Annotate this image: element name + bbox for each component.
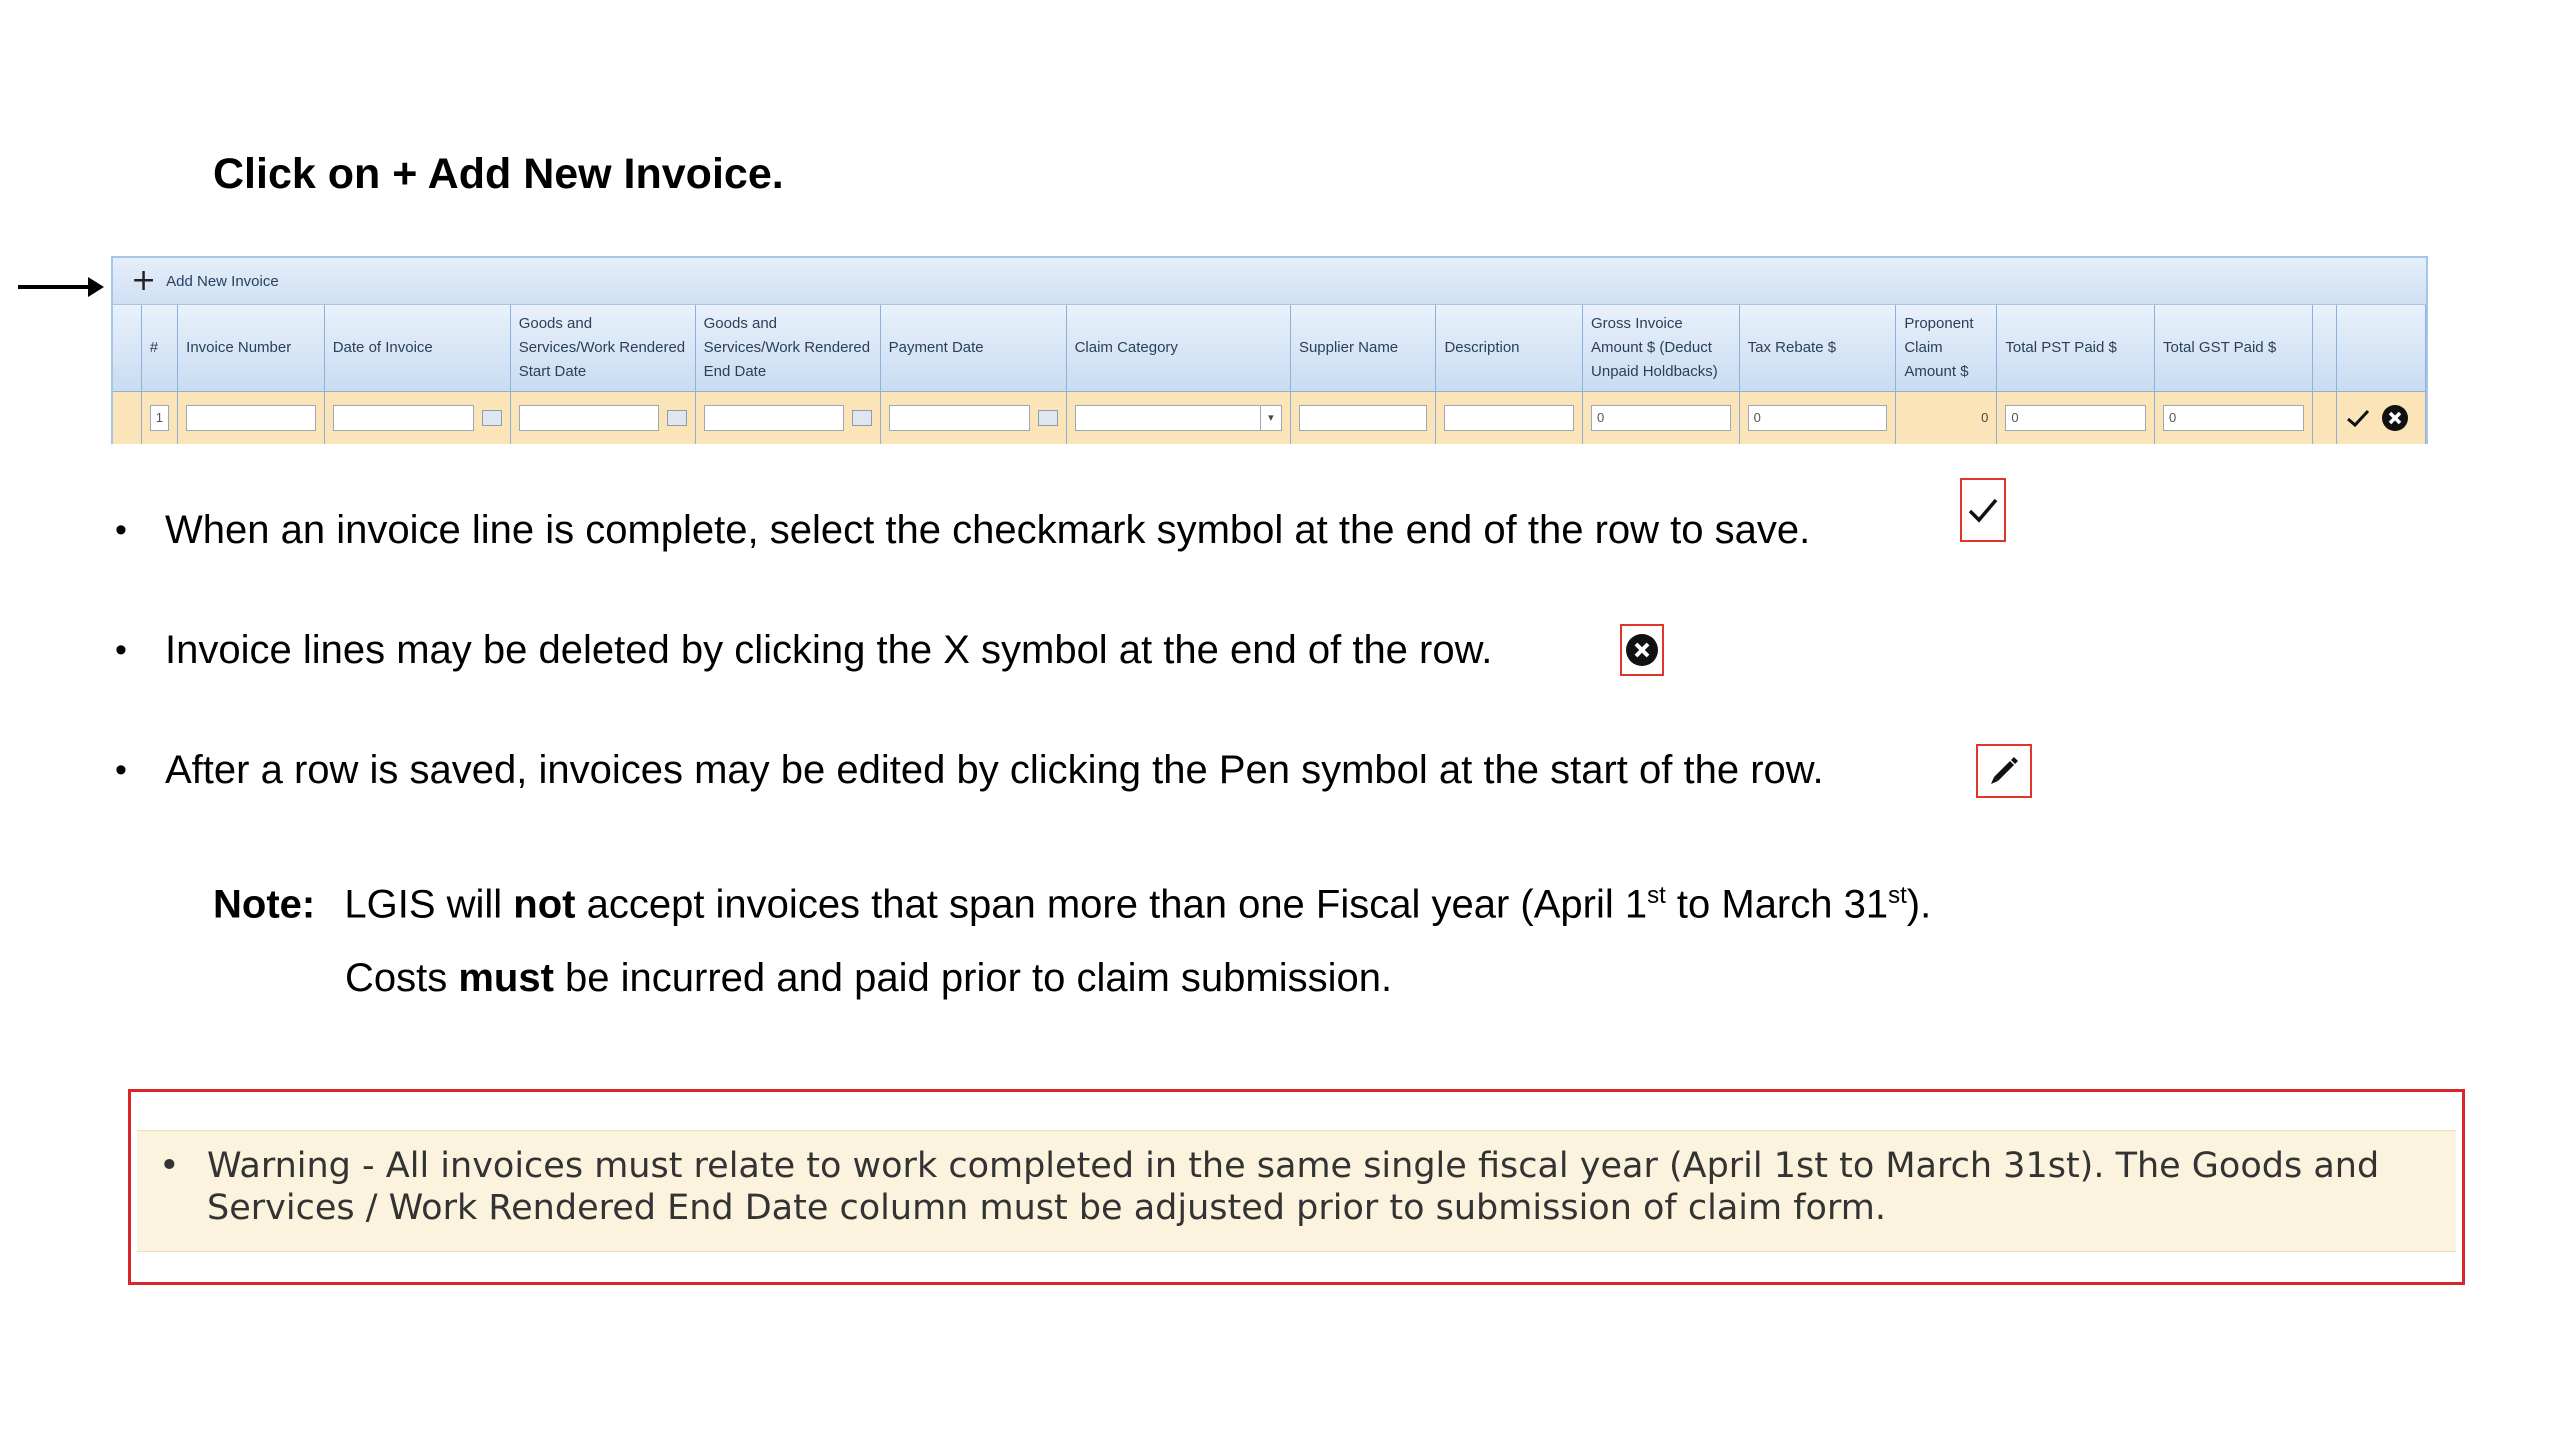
column-header-start-date[interactable]: Goods and Services/Work Rendered Start Date [510,305,695,392]
row-number-field[interactable]: 1 [150,405,169,431]
instruction-heading: Click on + Add New Invoice. [213,150,784,198]
gross-invoice-input[interactable]: 0 [1591,405,1731,431]
payment-date-input[interactable] [889,405,1030,431]
plus-icon[interactable]: + [131,263,157,298]
bullet-dot: • [115,751,127,789]
column-header-date-of-invoice[interactable]: Date of Invoice [324,305,510,392]
claim-category-select[interactable] [1075,405,1282,431]
column-header-payment-date[interactable]: Payment Date [880,305,1066,392]
note-superscript: st [1888,882,1907,909]
supplier-name-input[interactable] [1299,405,1428,431]
bullet-item [115,748,1824,793]
column-header-claim-category[interactable]: Claim Category [1066,305,1290,392]
arrow-right-icon [18,272,104,302]
grid-toolbar [113,258,2426,305]
row-gutter [113,392,141,444]
calendar-icon[interactable] [482,410,502,426]
pencil-icon [1986,753,2022,789]
calendar-icon[interactable] [667,410,687,426]
total-pst-input[interactable]: 0 [2005,405,2146,431]
checkmark-example-box [1960,478,2006,542]
note-text: to March 31 [1665,882,1889,927]
invoice-table [113,305,2426,444]
bullet-item [115,508,1810,553]
column-header-tax-rebate[interactable]: Tax Rebate $ [1739,305,1896,392]
note-line-2 [345,956,1392,1001]
date-of-invoice-input[interactable] [333,405,474,431]
note-text: ). [1906,882,1932,927]
total-gst-input[interactable]: 0 [2163,405,2304,431]
calendar-icon[interactable] [1038,410,1058,426]
column-header-number[interactable]: # [141,305,177,392]
chevron-down-icon[interactable]: ▾ [1260,406,1281,430]
note-emphasis: not [513,882,576,927]
note-line-1 [213,882,1931,927]
column-header-spacer [113,305,141,392]
bullet-text: After a row is saved, invoices may be edited by clicking the Pen symbol at the start of the row. [165,748,1824,792]
start-date-input[interactable] [519,405,659,431]
column-header-gross-invoice[interactable]: Gross Invoice Amount $ (Deduct Unpaid Holdbacks) [1583,305,1740,392]
column-header-actions [2336,305,2425,392]
note-text: accept invoices that span more than one Fiscal year (April 1 [575,882,1648,927]
bullet-dot: • [115,631,127,669]
bullet-text: Invoice lines may be deleted by clicking the X symbol at the end of the row. [165,628,1493,672]
column-header-end-date[interactable]: Goods and Services/Work Rendered End Date [695,305,880,392]
warning-line: Services / Work Rendered End Date column must be adjusted prior to submission of claim form. [207,1188,1886,1228]
note-text: be incurred and paid prior to claim submission. [553,956,1393,1000]
invoice-number-input[interactable] [186,405,316,431]
note-label: Note: [213,882,316,927]
column-header-total-gst[interactable]: Total GST Paid $ [2155,305,2313,392]
description-input[interactable] [1444,405,1574,431]
checkmark-icon[interactable] [2345,407,2371,429]
bullet-text: When an invoice line is complete, select the checkmark symbol at the end of the row to save. [165,508,1811,552]
invoice-grid [111,256,2428,444]
proponent-claim-value: 0 [1896,392,1997,444]
add-new-invoice-button[interactable]: Add New Invoice [166,272,279,290]
bullet-dot: • [115,511,127,549]
column-header-invoice-number[interactable]: Invoice Number [178,305,325,392]
note-superscript: st [1647,882,1666,909]
edit-row [113,392,2426,444]
column-header-proponent-claim[interactable]: Proponent Claim Amount $ [1896,305,1997,392]
warning-bullet: • [159,1146,180,1186]
column-header-supplier-name[interactable]: Supplier Name [1290,305,1436,392]
note-text: Costs [345,956,459,1000]
calendar-icon[interactable] [852,410,872,426]
note-emphasis: must [458,956,554,1000]
warning-line: Warning - All invoices must relate to work completed in the same single fiscal year (April 1st to March 31st). The Goods and [207,1146,2380,1186]
edit-example-box [1976,744,2032,798]
checkmark-icon [1966,495,2000,525]
row-spacer [2312,392,2336,444]
bullet-item [115,628,1492,673]
column-header-total-pst[interactable]: Total PST Paid $ [1997,305,2155,392]
delete-x-icon[interactable] [2381,404,2409,432]
warning-highlight-box [128,1089,2465,1285]
delete-example-box [1620,624,1664,676]
column-header-spacer-2 [2312,305,2336,392]
end-date-input[interactable] [704,405,844,431]
column-header-description[interactable]: Description [1436,305,1583,392]
delete-x-icon [1625,633,1659,667]
warning-message [137,1130,2456,1252]
tax-rebate-input[interactable]: 0 [1748,405,1888,431]
note-text: LGIS will [344,882,514,927]
